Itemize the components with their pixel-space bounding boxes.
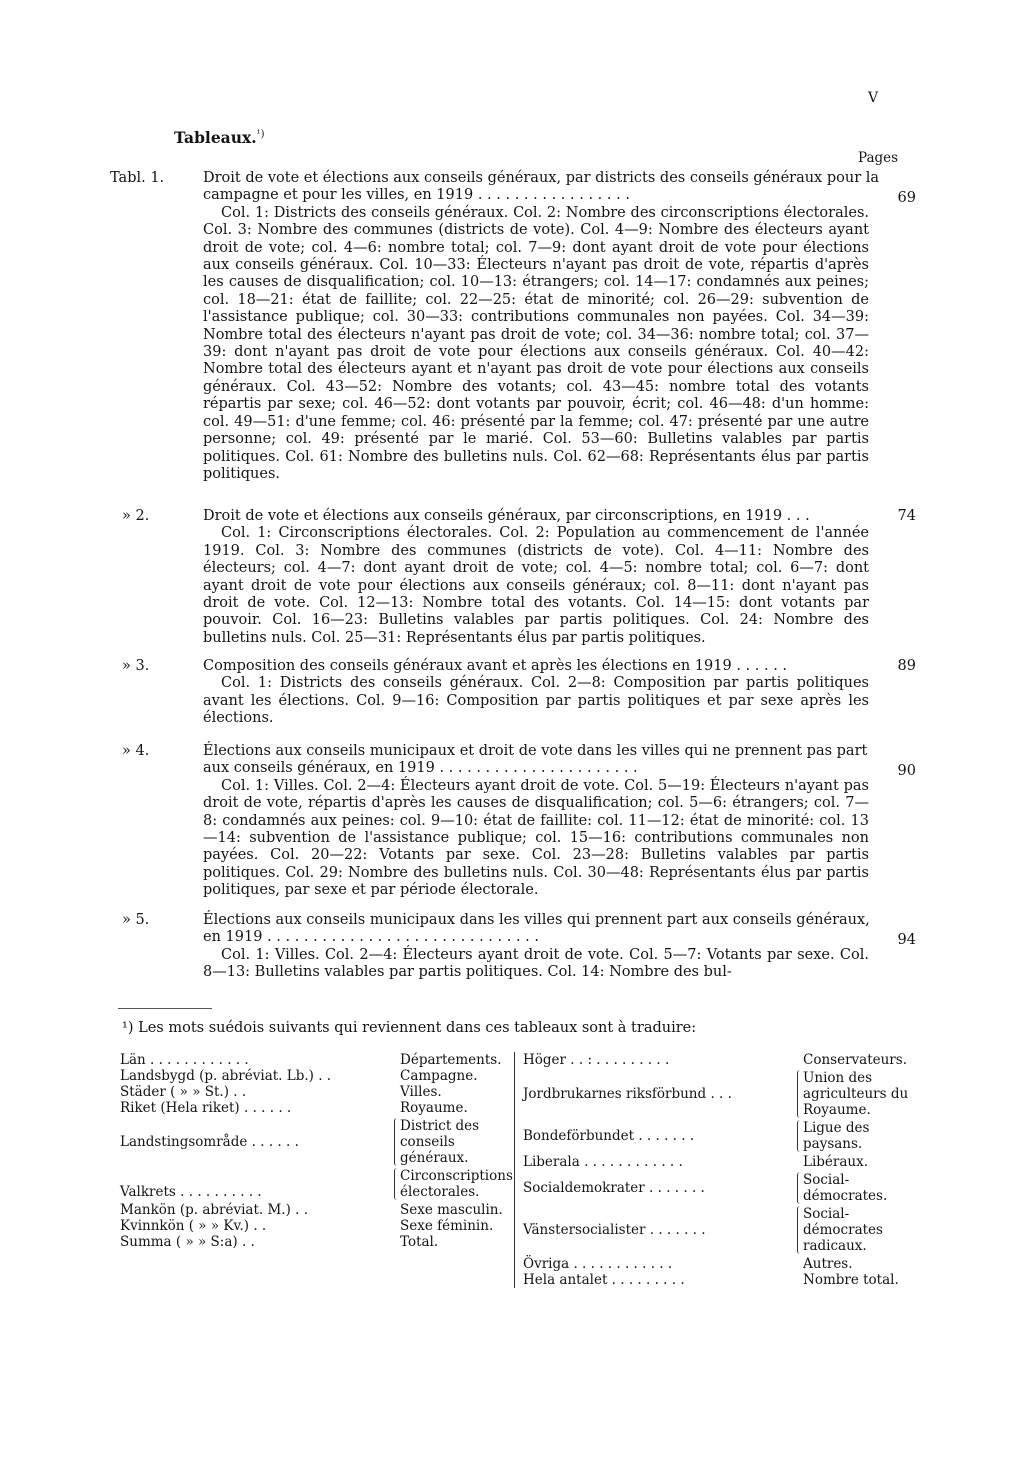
dot-leader: . . . . . . . . . <box>611 1272 685 1288</box>
footnote-divider <box>118 1008 212 1009</box>
dot-leader: . . : . . . . . . . . . <box>570 1052 670 1068</box>
dot-leader: . . <box>295 1202 309 1218</box>
entry-page: 94 <box>897 932 916 948</box>
entry-description: Col. 1: Circonscriptions électorales. Col. 2: Population au commencement de l'année 1919. Col. 3: Nombre des communes (districts de vote). Col. 4—11: Nombre des électeurs; col. 4—7: dont ayant droit de vote; col. 4—5: nombre total; col. 6—7: dont ayant droit de vote pour élections aux conseils généraux; col. 8—11: dont n'ayant pas droit de vote. Col. 12—13: Nombre total des votants. Col. 14—15: dont votants par pouvoir. Col. 16—23: Bulletins valables par partis politiques. Col. 24: Nombre des bulletins nuls. Col. 25—31: Représentants élus par partis politiques. <box>203 525 869 646</box>
entry-description: Col. 1: Villes. Col. 2—4: Électeurs ayant droit de vote. Col. 5—7: Votants par sexe. Col. 8—13: Bulletins valables par partis politiques. Col. 14: Nombre des bul- <box>203 946 869 981</box>
glossary-row <box>120 1084 514 1100</box>
dot-leader: . . . <box>710 1086 732 1102</box>
swedish-term: Mankön (p. abréviat. M.) <box>120 1202 291 1218</box>
french-term: Départements. <box>400 1052 502 1068</box>
swedish-term: Hela antalet <box>523 1272 608 1288</box>
swedish-term: Valkrets <box>120 1184 176 1200</box>
glossary-row <box>120 1118 514 1166</box>
glossary-row <box>515 1070 915 1118</box>
table-entry-1 <box>110 170 916 483</box>
dot-leader: . . . . . . . . . . . . <box>150 1052 249 1068</box>
entry-page: 89 <box>897 658 916 674</box>
dot-leader: . . . . . . . <box>649 1222 706 1238</box>
dot-leader: . . . . . . <box>251 1134 299 1150</box>
dot-leader: . . . . . . . <box>638 1128 695 1144</box>
entry-title <box>203 508 880 525</box>
brace <box>797 1206 802 1254</box>
entry-page: 74 <box>897 508 916 524</box>
french-term: Sexe féminin. <box>400 1218 494 1234</box>
french-term: Social-démocrates. <box>803 1172 888 1204</box>
french-term: Conservateurs. <box>803 1052 907 1068</box>
dot-leader: . . . . . . . . . . . . . . . . . <box>473 187 630 204</box>
table-entry-3 <box>110 658 916 728</box>
entry-marker: » 5. <box>122 912 150 928</box>
brace <box>797 1070 802 1118</box>
swedish-term: Städer ( » » St.) <box>120 1084 229 1100</box>
french-term: Nombre total. <box>803 1272 899 1288</box>
glossary-row <box>120 1068 514 1084</box>
dot-leader: . . . . . . <box>731 658 788 674</box>
swedish-term: Övriga <box>523 1256 570 1272</box>
swedish-term: Höger <box>523 1052 566 1068</box>
french-term: Royaume. <box>400 1100 468 1116</box>
brace <box>797 1172 802 1204</box>
swedish-term: Kvinnkön ( » » Kv.) <box>120 1218 250 1234</box>
entry-title <box>203 170 880 205</box>
entry-marker: » 3. <box>122 658 150 674</box>
french-term: Union des agriculteurs du Royaume. <box>803 1070 909 1118</box>
dot-leader: . . <box>241 1234 255 1250</box>
glossary-row <box>120 1168 514 1200</box>
glossary-row <box>515 1052 915 1068</box>
entry-title-text: Composition des conseils généraux avant et après les élections en 1919 <box>203 658 732 674</box>
french-term: Sexe masculin. <box>400 1202 503 1218</box>
french-term: Ligue des paysans. <box>803 1120 870 1152</box>
swedish-term: Socialdemokrater <box>523 1180 645 1196</box>
swedish-term: Bondeförbundet <box>523 1128 635 1144</box>
glossary-row <box>515 1172 915 1204</box>
page-title <box>174 128 265 147</box>
swedish-term: Län <box>120 1052 146 1068</box>
french-term: Libéraux. <box>803 1154 869 1170</box>
glossary-right <box>514 1052 915 1288</box>
glossary-row <box>120 1234 514 1250</box>
french-term: District des conseils généraux. <box>400 1118 480 1166</box>
heading-footnote-ref: ¹) <box>256 128 265 140</box>
dot-leader: . . . . . . . <box>649 1180 705 1196</box>
french-term: Autres. <box>803 1256 853 1272</box>
french-term: Villes. <box>400 1084 442 1100</box>
dot-leader: . . . . . . . . . . . . . . . . . . . . . . <box>434 760 638 777</box>
entry-marker: » 4. <box>122 743 150 759</box>
french-term: Campagne. <box>400 1068 478 1084</box>
glossary-row <box>515 1206 915 1254</box>
glossary-row <box>515 1154 915 1170</box>
french-term: Total. <box>400 1234 439 1250</box>
glossary-row <box>515 1256 915 1272</box>
glossary-row <box>120 1202 514 1218</box>
entry-title-text: Élections aux conseils municipaux et droit de vote dans les villes qui ne prennent pas part aux conseils généraux, en 1919 <box>203 743 868 777</box>
swedish-term: Summa ( » » S:a) <box>120 1234 238 1250</box>
entry-description: Col. 1: Villes. Col. 2—4: Électeurs ayant droit de vote. Col. 5—19: Électeurs n'ayant pas droit de vote, répartis d'après les causes de disqualification; col. 5—6: étrangers; col. 7—8: condamnés aux peines: col. 9—10: état de faillite: col. 11—12: état de minorité: col. 13—14: subvention de l'assistance publique; col. 15—16: contributions communales non payées. Col. 20—22: Votants par sexe. Col. 23—28: Bulletins valables par partis politiques. Col. 29: Nombre des bulletins nuls. Col. 30—48: Représentants élus par partis politiques, par sexe et par période électorale. <box>203 777 869 899</box>
entry-title-text: Élections aux conseils municipaux dans les villes qui prennent part aux conseils généraux, en 1919 <box>203 912 870 946</box>
brace <box>394 1118 399 1166</box>
dot-leader: . . <box>253 1218 267 1234</box>
entry-page: 90 <box>897 763 916 779</box>
dot-leader: . . . . . . . . . . . . <box>584 1154 683 1170</box>
glossary-row <box>120 1052 514 1068</box>
glossary-left <box>120 1052 514 1250</box>
entry-marker: » 2. <box>122 508 150 524</box>
glossary-row <box>120 1218 514 1234</box>
table-entry-4 <box>110 743 916 900</box>
dot-leader: . . . . . . <box>243 1100 292 1116</box>
swedish-term: Vänstersocialister <box>523 1222 646 1238</box>
french-term: Circonscriptions électorales. <box>400 1168 513 1200</box>
entry-description: Col. 1: Districts des conseils généraux. Col. 2: Nombre des circonscriptions électorales. Col. 3: Nombre des communes (districts de vote). Col. 4—9: Nombre des électeurs ayant droit de vote; col. 4—6: nombre total; col. 7—9: dont ayant droit de vote pour élections aux conseils généraux. Col. 10—33: Électeurs n'ayant pas droit de vote, répartis d'après les causes de disqualification; col. 10—13: étrangers; col. 14—17: condamnés aux peines; col. 18—21: état de faillite; col. 22—25: état de minorité; col. 26—29: subvention de l'assistance publique; col. 30—33: contributions communales non payées. Col. 34—39: Nombre total des électeurs n'ayant pas droit de vote; col. 34—36: nombre total; col. 37—39: dont n'ayant pas droit de vote pour élections aux conseils généraux. Col. 40—42: Nombre total des électeurs ayant et n'ayant pas droit de vote pour élections aux conseils généraux. Col. 43—52: Nombre des votants; col. 43—45: nombre total des votants répartis par sexe; col. 46—52: dont votants par pouvoir, écrit; col. 46—48: d'un homme: col. 49—51: d'une femme; col. 46: présenté par la femme; col. 47: présenté par une autre personne; col. 49: présenté par le marié. Col. 53—60: Bulletins valables par partis politiques. Col. 61: Nombre des bulletins nuls. Col. 62—68: Représentants élus par partis politiques. <box>203 204 869 482</box>
entry-title <box>203 658 880 675</box>
brace <box>394 1168 399 1200</box>
entry-page: 69 <box>897 190 916 206</box>
dot-leader: . . . . . . . . . . <box>180 1184 262 1200</box>
swedish-term: Liberala <box>523 1154 580 1170</box>
swedish-term: Landsbygd (p. abréviat. Lb.) <box>120 1068 314 1084</box>
dot-leader: . . <box>233 1084 247 1100</box>
pages-column-label: Pages <box>858 150 899 166</box>
brace <box>797 1120 802 1152</box>
entry-title-text: Droit de vote et élections aux conseils généraux, par districts des conseils généraux pour la campagne et pour les villes, en 1919 <box>203 170 880 204</box>
entry-title <box>203 912 880 947</box>
glossary-row <box>120 1100 514 1116</box>
swedish-term: Jordbrukarnes riksförbund <box>523 1086 707 1102</box>
page-number: V <box>868 90 879 106</box>
dot-leader: . . . . . . . . . . . . <box>573 1256 673 1272</box>
heading-text: Tableaux. <box>174 128 257 147</box>
dot-leader: . . . <box>782 508 810 524</box>
glossary-row <box>515 1272 915 1288</box>
table-entry-5 <box>110 912 916 982</box>
glossary-row <box>515 1120 915 1152</box>
swedish-term: Landstingsområde <box>120 1134 248 1150</box>
swedish-term: Riket (Hela riket) <box>120 1100 240 1116</box>
french-term: Social-démocrates radicaux. <box>803 1206 883 1254</box>
footnote: ¹) Les mots suédois suivants qui reviennent dans ces tableaux sont à traduire: <box>122 1020 697 1036</box>
dot-leader: . . <box>318 1068 332 1084</box>
table-entry-2 <box>110 508 916 647</box>
entry-title <box>203 743 880 778</box>
entry-description: Col. 1: Districts des conseils généraux. Col. 2—8: Composition par partis politiques avant les élections. Col. 9—16: Composition par partis politiques et par sexe après les élections. <box>203 675 869 727</box>
entry-title-text: Droit de vote et élections aux conseils généraux, par circonscriptions, en 1919 <box>203 508 783 524</box>
entry-marker: Tabl. 1. <box>110 170 165 186</box>
dot-leader: . . . . . . . . . . . . . . . . . . . . . . . . . . . . . . <box>262 929 539 946</box>
